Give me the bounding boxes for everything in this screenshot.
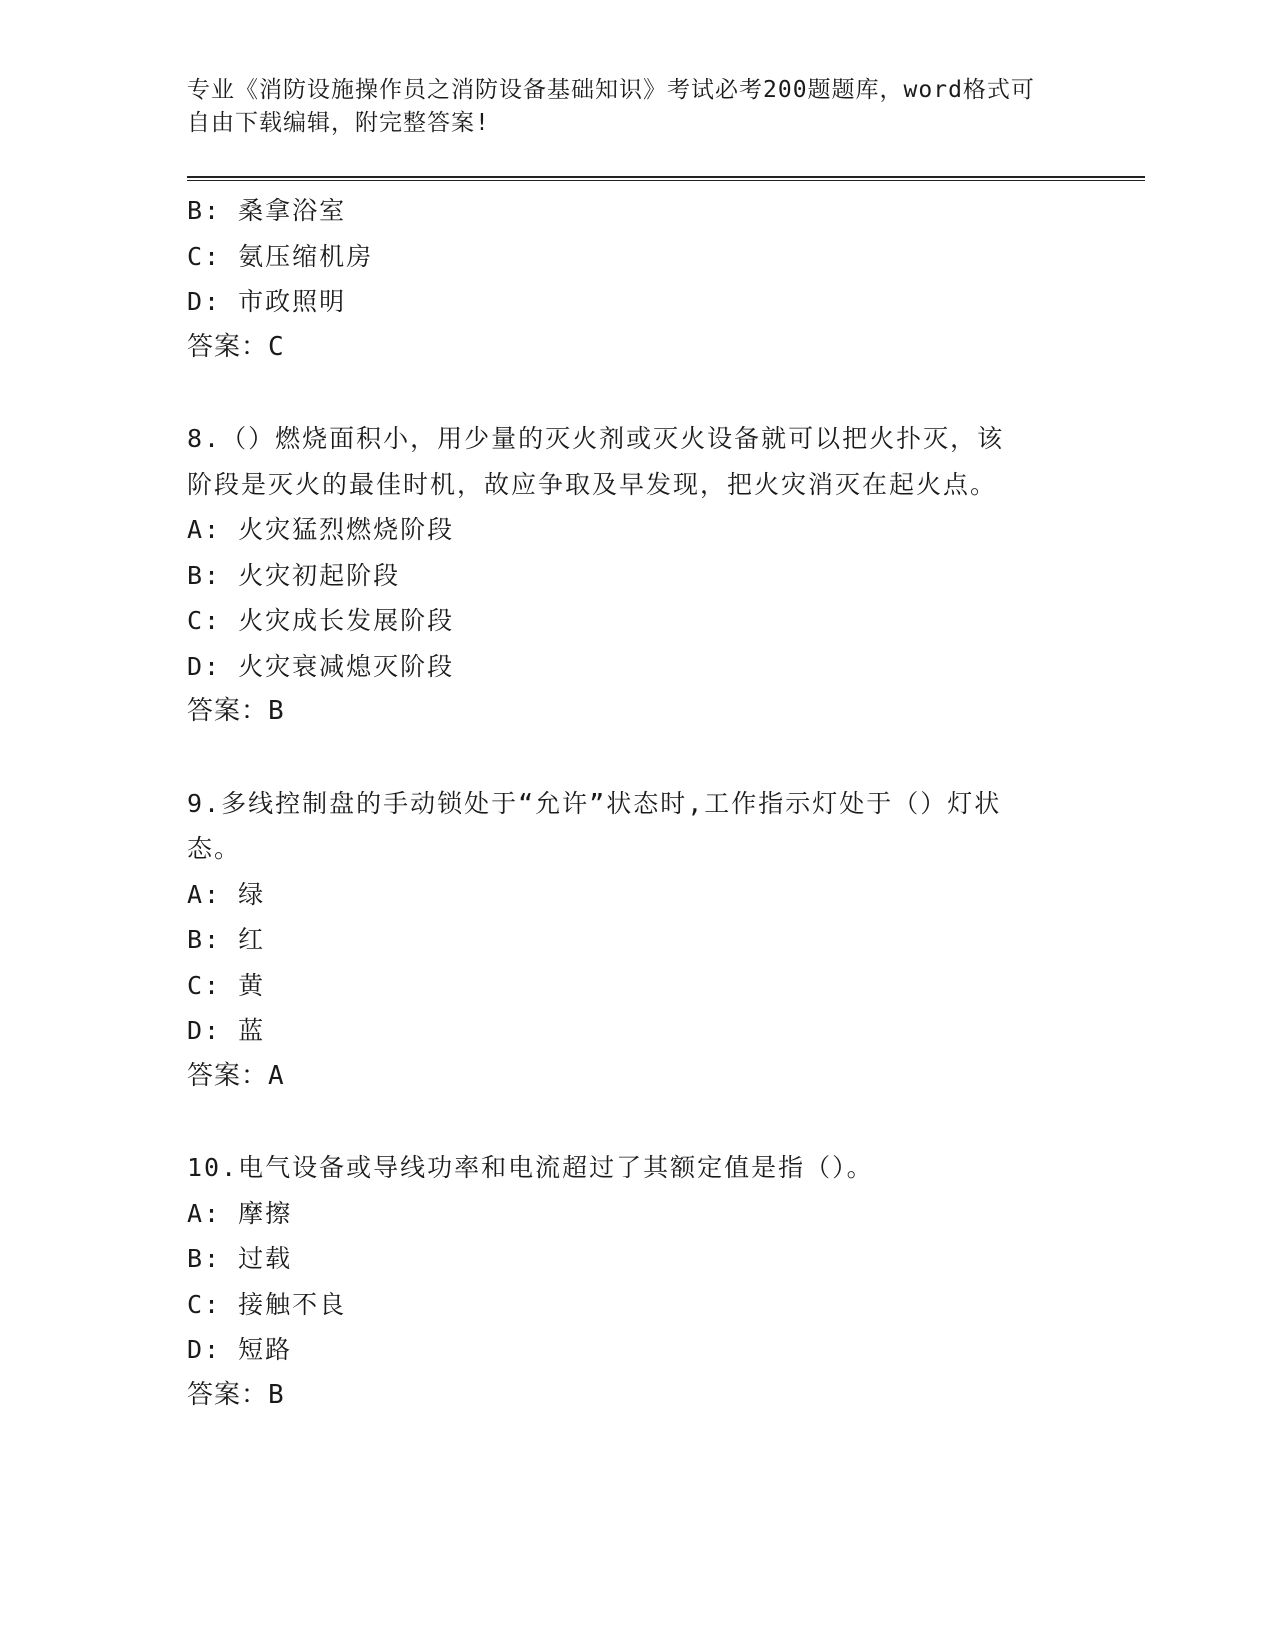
option-b: B: 红 (187, 925, 266, 954)
option-c: C: 火灾成长发展阶段 (187, 606, 455, 635)
question-text-cont: 阶段是灭火的最佳时机，故应争取及早发现，把火灾消灭在起火点。 (187, 469, 998, 499)
answer-line: 答案：A (187, 1060, 285, 1091)
answer-line: 答案：B (187, 1379, 285, 1410)
option-c: C: 接触不良 (187, 1289, 347, 1319)
option-a: A: 绿 (187, 879, 266, 909)
option-b: B: 过载 (187, 1244, 293, 1273)
question-9 (187, 781, 1067, 1100)
question-text-cont: 态。 (187, 834, 242, 863)
question-continued (187, 188, 1067, 370)
header-divider (187, 176, 1145, 181)
header-line-2: 自由下载编辑，附完整答案! (187, 110, 490, 136)
option-d: D: 蓝 (187, 1016, 266, 1045)
option-c: C: 黄 (187, 970, 266, 1000)
option-b: B: 火灾初起阶段 (187, 560, 401, 590)
option-a: A: 摩擦 (187, 1198, 293, 1228)
question-8 (187, 416, 1067, 735)
option-a: A: 火灾猛烈燃烧阶段 (187, 515, 455, 544)
option-d: D: 火灾衰减熄灭阶段 (187, 651, 455, 681)
option-c: C: 氨压缩机房 (187, 241, 374, 271)
option-d: D: 短路 (187, 1335, 293, 1364)
question-text: 10.电气设备或导线功率和电流超过了其额定值是指（）。 (187, 1153, 874, 1182)
option-b: B: 桑拿浴室 (187, 196, 347, 225)
option-d: D: 市政照明 (187, 287, 347, 316)
header-line-1: 专业《消防设施操作员之消防设备基础知识》考试必考200题题库，word格式可 (187, 77, 1035, 103)
page-header (187, 74, 1067, 140)
answer-line: 答案：C (187, 331, 285, 362)
question-text: 8.（）燃烧面积小，用少量的灭火剂或灭火设备就可以把火扑灭，该 (187, 424, 1005, 453)
question-text: 9.多线控制盘的手动锁处于“允许”状态时,工作指示灯处于（）灯状 (187, 788, 1002, 818)
answer-line: 答案：B (187, 696, 285, 726)
question-list (187, 188, 1067, 1418)
question-10 (187, 1145, 1067, 1418)
